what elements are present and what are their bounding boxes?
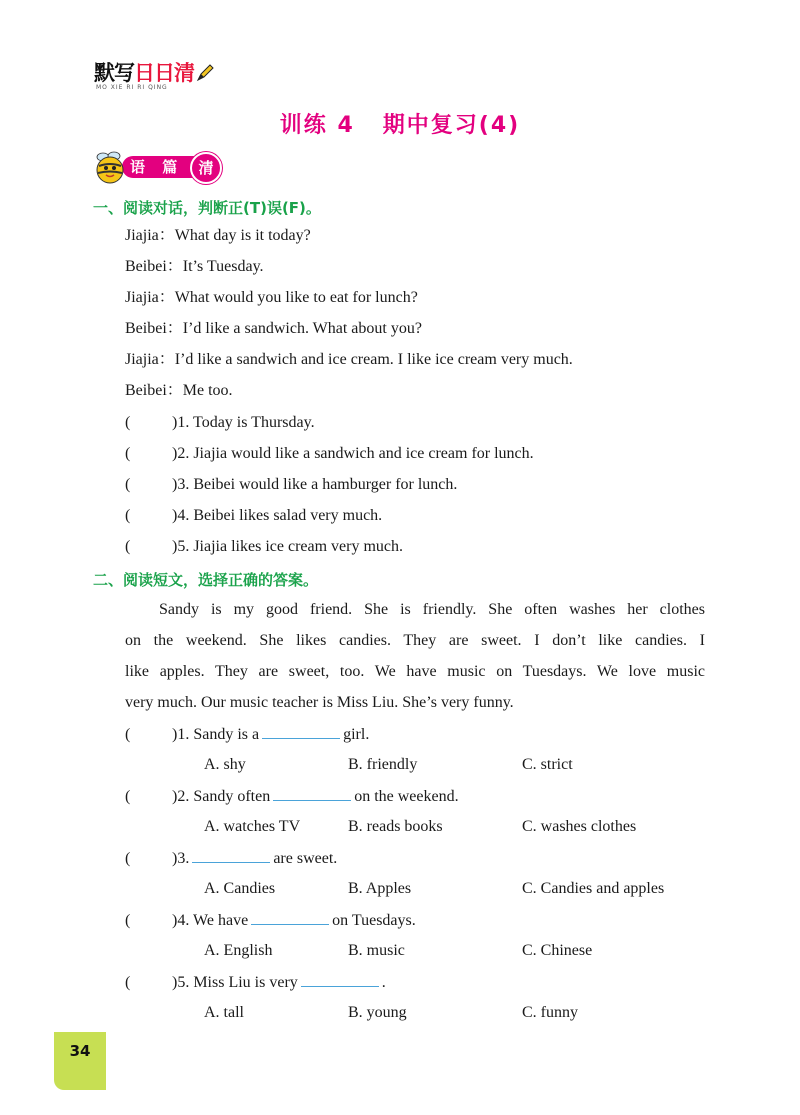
dialogue-line: Jiajia：I’d like a sandwich and ice cream. I like ice cream very much. bbox=[125, 351, 573, 368]
question-text-end: girl. bbox=[343, 726, 370, 743]
page-title bbox=[0, 108, 800, 139]
tf-question-4 bbox=[125, 506, 382, 526]
page-number-tab bbox=[54, 1032, 106, 1090]
dialogue-line: Jiajia：What would you like to eat for lunch? bbox=[125, 289, 418, 306]
passage-line: like apples. They are sweet, too. We have music on Tuesdays. We love music bbox=[125, 663, 705, 680]
fill-blank[interactable] bbox=[301, 972, 379, 987]
option-c: C. strict bbox=[522, 756, 573, 773]
question-text-end: . bbox=[381, 974, 386, 991]
dialogue-line: Beibei：Me too. bbox=[125, 382, 233, 399]
question-text: )5. Jiajia likes ice cream very much. bbox=[172, 538, 404, 555]
answer-box[interactable]: ( bbox=[125, 507, 131, 524]
option-c: C. Chinese bbox=[522, 942, 593, 959]
answer-box[interactable]: ( bbox=[125, 726, 131, 743]
mc-question-5 bbox=[125, 972, 386, 993]
answer-box[interactable]: ( bbox=[125, 538, 131, 555]
mc-question-3 bbox=[125, 848, 337, 869]
answer-box[interactable]: ( bbox=[125, 974, 131, 991]
option-b: B. Apples bbox=[348, 880, 412, 897]
option-a: A. watches TV bbox=[204, 818, 301, 835]
section-badge bbox=[92, 148, 232, 184]
fill-blank[interactable] bbox=[273, 786, 351, 801]
page-number: 34 bbox=[69, 1042, 91, 1060]
question-text-end: are sweet. bbox=[273, 850, 338, 867]
title-topic: 期中复习(4) bbox=[382, 113, 521, 138]
question-text: )5. Miss Liu is very bbox=[172, 974, 298, 991]
passage-line: on the weekend. She likes candies. They are sweet. I don’t like candies. I bbox=[125, 632, 705, 649]
badge-circle: 清 bbox=[190, 152, 222, 184]
option-b: B. friendly bbox=[348, 756, 418, 773]
fill-blank[interactable] bbox=[262, 724, 340, 739]
question-text: )1. Today is Thursday. bbox=[172, 414, 315, 431]
passage-line: Sandy is my good friend. She is friendly. She often washes her clothes bbox=[159, 601, 705, 618]
option-b: B. music bbox=[348, 942, 405, 959]
mc-question-1 bbox=[125, 724, 369, 745]
fill-blank[interactable] bbox=[251, 910, 329, 925]
bee-mascot-icon bbox=[92, 148, 132, 191]
question-text-end: on the weekend. bbox=[354, 788, 459, 805]
title-lesson: 训练 4 bbox=[279, 113, 355, 138]
brand-subtitle: MO XIE RI RI QING bbox=[96, 84, 168, 91]
option-c: C. Candies and apples bbox=[522, 880, 665, 897]
option-c: C. funny bbox=[522, 1004, 578, 1021]
option-c: C. washes clothes bbox=[522, 818, 637, 835]
question-text: )2. Jiajia would like a sandwich and ice cream for lunch. bbox=[172, 445, 534, 462]
answer-box[interactable]: ( bbox=[125, 788, 131, 805]
option-a: A. shy bbox=[204, 756, 246, 773]
option-a: A. Candies bbox=[204, 880, 276, 897]
brand-text bbox=[94, 62, 194, 84]
option-a: A. tall bbox=[204, 1004, 244, 1021]
tf-question-5 bbox=[125, 537, 403, 557]
option-b: B. reads books bbox=[348, 818, 443, 835]
brand-black: 默写 bbox=[94, 61, 134, 85]
question-text: )3. bbox=[172, 850, 190, 867]
question-text-end: on Tuesdays. bbox=[332, 912, 416, 929]
tf-question-2 bbox=[125, 444, 534, 464]
brand-logo bbox=[94, 61, 214, 91]
question-text: )1. Sandy is a bbox=[172, 726, 260, 743]
question-text: )3. Beibei would like a hamburger for lunch. bbox=[172, 476, 458, 493]
answer-box[interactable]: ( bbox=[125, 414, 131, 431]
answer-box[interactable]: ( bbox=[125, 476, 131, 493]
question-text: )4. Beibei likes salad very much. bbox=[172, 507, 383, 524]
answer-box[interactable]: ( bbox=[125, 912, 131, 929]
badge-label: 语 篇 bbox=[122, 156, 204, 178]
dialogue-line: Jiajia：What day is it today? bbox=[125, 227, 311, 244]
question-text: )4. We have bbox=[172, 912, 249, 929]
option-b: B. young bbox=[348, 1004, 407, 1021]
pencil-icon bbox=[196, 64, 214, 87]
section1-heading: 一、阅读对话，判断正(T)误(F)。 bbox=[93, 199, 321, 217]
fill-blank[interactable] bbox=[192, 848, 270, 863]
tf-question-1 bbox=[125, 413, 315, 433]
option-a: A. English bbox=[204, 942, 273, 959]
mc-question-4 bbox=[125, 910, 416, 931]
question-text: )2. Sandy often bbox=[172, 788, 271, 805]
dialogue-line: Beibei：It’s Tuesday. bbox=[125, 258, 264, 275]
answer-box[interactable]: ( bbox=[125, 850, 131, 867]
brand-red: 日日清 bbox=[134, 61, 194, 85]
answer-box[interactable]: ( bbox=[125, 445, 131, 462]
mc-question-2 bbox=[125, 786, 459, 807]
passage-line: very much. Our music teacher is Miss Liu. She’s very funny. bbox=[125, 694, 514, 711]
tf-question-3 bbox=[125, 475, 457, 495]
reading-passage bbox=[125, 594, 705, 718]
section2-heading: 二、阅读短文，选择正确的答案。 bbox=[93, 571, 319, 589]
dialogue-line: Beibei：I’d like a sandwich. What about you? bbox=[125, 320, 422, 337]
